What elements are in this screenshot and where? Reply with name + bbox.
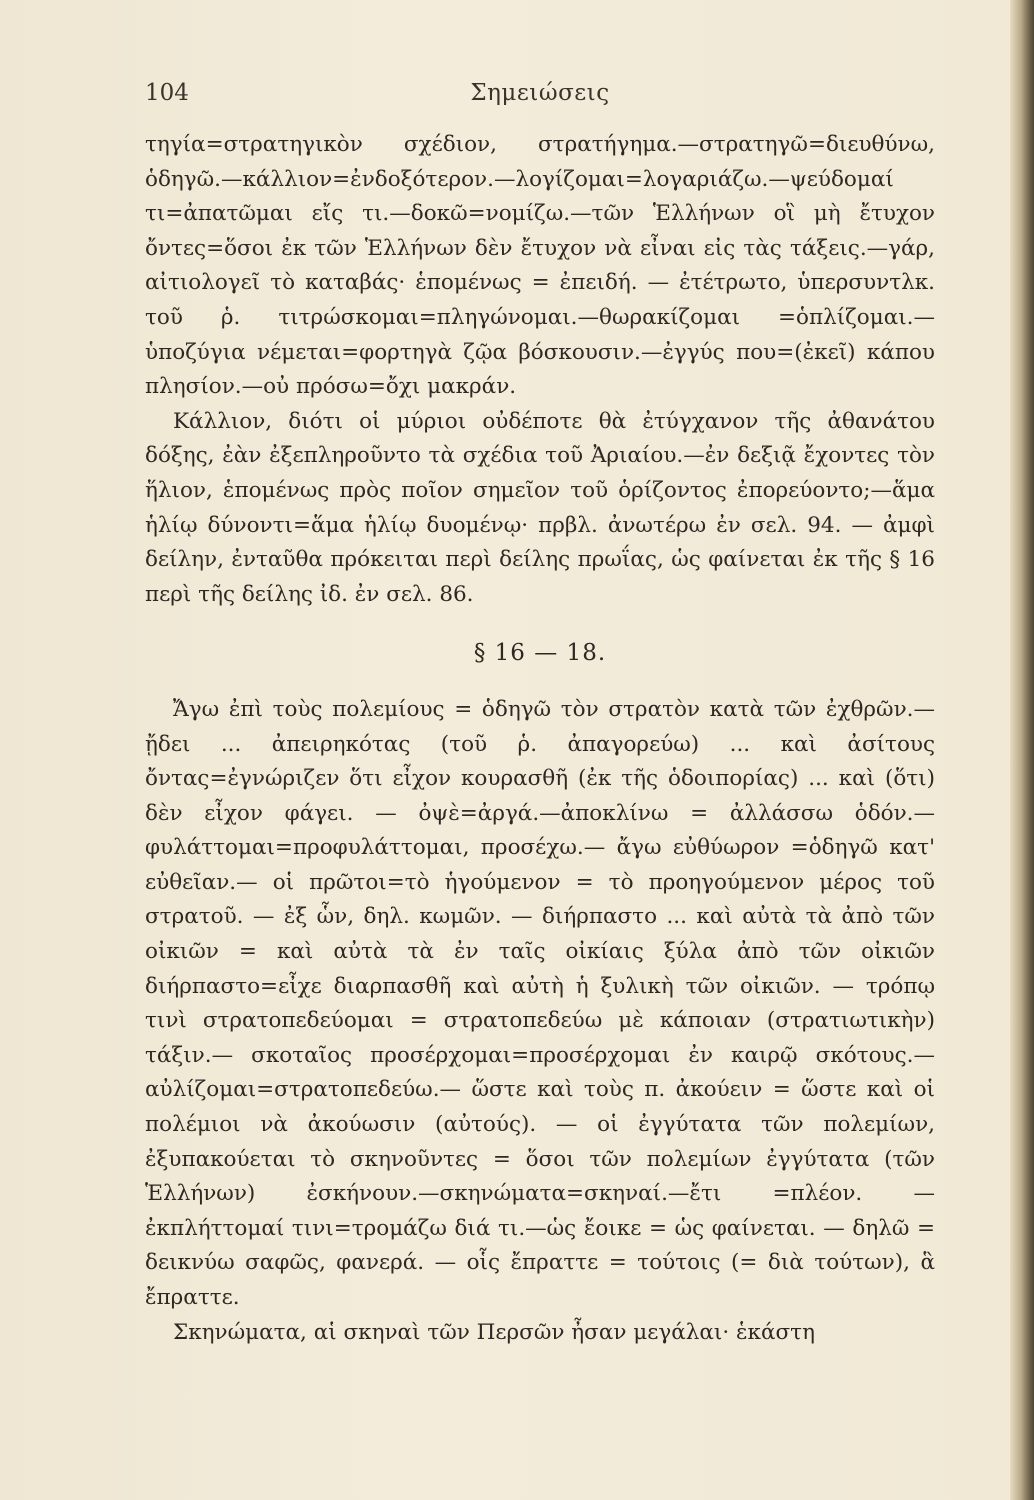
section-heading: § 16 — 18. bbox=[473, 640, 607, 667]
notes-paragraph-kallion: Κάλλιον, διότι οἱ μύριοι οὐδέποτε θὰ ἐτύγχανον τῆς ἀθανάτου δόξης, ἐὰν ἐξεπληροῦντο τὰ σχέδια τοῦ Ἀριαίου.—ἐν δεξιᾷ ἔχοντες τὸν ἥλιον, ἑπομένως πρὸς ποῖον σημεῖον τοῦ ὁρίζοντος ἐπορεύοντο;—ἅμα ἡλίῳ δύνοντι=ἅμα ἡλίῳ δυομένῳ· πρβλ. ἀνωτέρω ἐν σελ. 94. — ἀμφὶ δείλην, ἐνταῦθα πρόκειται περὶ δείλης πρωΐας, ὡς φαίνεται ἐκ τῆς § 16 περὶ τῆς δείλης ἰδ. ἐν σελ. 86. bbox=[145, 408, 935, 607]
notes-paragraph-1: τηγία=στρατηγικὸν σχέδιον, στρατήγημα.—στρατηγῶ=διευθύνω, ὁδηγῶ.—κάλλιον=ἐνδοξότερον.—λογίζομαι=λογαριάζω.—ψεύδομαί τι=ἀπατῶμαι εἴς τι.—δοκῶ=νομίζω.—τῶν Ἑλλήνων οἳ μὴ ἔτυχον ὄντες=ὅσοι ἐκ τῶν Ἑλλήνων δὲν ἔτυχον νὰ εἶναι εἰς τὰς τάξεις.—γάρ, αἰτιολογεῖ τὸ καταβάς· ἑπομένως = ἐπειδή. — ἐτέτρωτο, ὑπερσυντλκ. τοῦ ῥ. τιτρώσκομαι=πληγώνομαι.—θωρακίζομαι =ὁπλίζομαι.—ὑποζύγια νέμεται=φορτηγὰ ζῷα βόσκουσιν.—ἐγγύς που=(ἐκεῖ) κάπου πλησίον.—οὐ πρόσω=ὄχι μακράν. bbox=[145, 132, 935, 400]
notes-body bbox=[145, 128, 935, 1350]
running-title: Σημειώσεις bbox=[470, 80, 610, 106]
page-header bbox=[145, 80, 935, 120]
notes-paragraph-last: Σκηνώματα, αἱ σκηναὶ τῶν Περσῶν ἦσαν μεγάλαι· ἑκάστη bbox=[173, 1319, 815, 1345]
page-number: 104 bbox=[145, 80, 189, 106]
notes-paragraph-section: Ἄγω ἐπὶ τοὺς πολεμίους = ὁδηγῶ τὸν στρατὸν κατὰ τῶν ἐχθρῶν.—ᾔδει ... ἀπειρηκότας (τοῦ ῥ. ἀπαγορεύω) ... καὶ ἀσίτους ὄντας=ἐγνώριζεν ὅτι εἶχον κουρασθῆ (ἐκ τῆς ὁδοιπορίας) ... καὶ (ὅτι) δὲν εἶχον φάγει. — ὀψὲ=ἀργά.—ἀποκλίνω = ἀλλάσσω ὁδόν.—φυλάττομαι=προφυλάττομαι, προσέχω.— ἄγω εὐθύωρον =ὁδηγῶ κατ' εὐθεῖαν.— οἱ πρῶτοι=τὸ ἡγούμενον = τὸ προηγούμενον μέρος τοῦ στρατοῦ. — ἐξ ὧν, δηλ. κωμῶν. — διήρπαστο ... καὶ αὐτὰ τὰ ἀπὸ τῶν οἰκιῶν = καὶ αὐτὰ τὰ ἐν ταῖς οἰκίαις ξύλα ἀπὸ τῶν οἰκιῶν διήρπαστο=εἶχε διαρπασθῆ καὶ αὐτὴ ἡ ξυλικὴ τῶν οἰκιῶν. — τρόπῳ τινὶ στρατοπεδεύομαι = στρατοπεδεύω μὲ κάποιαν (στρατιωτικὴν) τάξιν.— σκοταῖος προσέρχομαι=προσέρχομαι ἐν καιρῷ σκότους.— αὐλίζομαι=στρατοπεδεύω.— ὥστε καὶ τοὺς π. ἀκούειν = ὥστε καὶ οἱ πολέμιοι νὰ ἀκούωσιν (αὐτούς). — οἱ ἐγγύτατα τῶν πολεμίων, ἐξυπακούεται τὸ σκηνοῦντες = ὅσοι τῶν πολεμίων ἐγγύτατα (τῶν Ἑλλήνων) ἐσκήνουν.—σκηνώματα=σκηναί.—ἔτι =πλέον. — ἐκπλήττομαί τινι=τρομάζω διά τι.—ὡς ἔοικε = ὡς φαίνεται. — δηλῶ = δεικνύω σαφῶς, φανερά. — οἷς ἔπραττε = τούτοις (= διὰ τούτων), ἃ ἔπραττε. bbox=[145, 696, 935, 1310]
book-spine-edge bbox=[1010, 0, 1034, 1500]
